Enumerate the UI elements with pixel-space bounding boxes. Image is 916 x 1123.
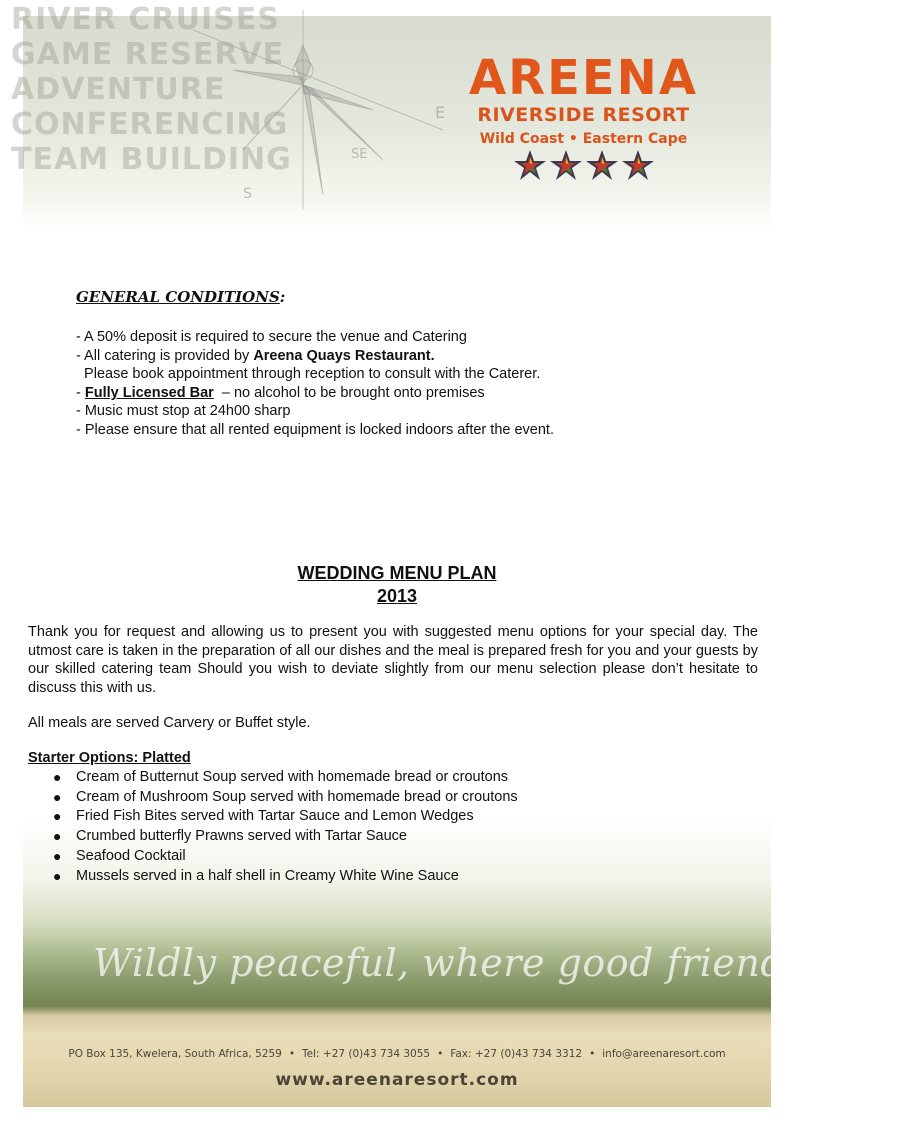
star-icon <box>621 149 655 181</box>
footer-tagline: Wildly peaceful, where good friends meet <box>93 941 916 985</box>
condition-item: - Please ensure that all rented equipment is locked indoors after the event. <box>76 421 554 438</box>
starter-list <box>28 768 758 886</box>
condition-item: Please book appointment through reception to consult with the Caterer. <box>76 366 541 383</box>
bullet-icon: ● <box>53 847 62 864</box>
general-conditions <box>76 288 756 440</box>
bullet-icon: ● <box>53 808 62 825</box>
star-icon <box>585 149 619 181</box>
footer-contact: PO Box 135, Kwelera, South Africa, 5259 • Tel: +27 (0)43 734 3055 • Fax: +27 (0)43 734 3312 • info@areenaresort.com <box>68 1048 726 1060</box>
svg-text:SE: SE <box>351 147 368 162</box>
starter-item: ● Cream of Mushroom Soup served with homemade bread or croutons <box>28 788 758 808</box>
star-icon <box>513 149 547 181</box>
phone-number: Tel: +27 (0)43 734 3055 <box>302 1048 431 1060</box>
watermark-line: GAME RESERVE <box>11 37 285 72</box>
star-icon <box>549 149 583 181</box>
svg-text:S: S <box>243 186 252 202</box>
email-link[interactable]: info@areenaresort.com <box>602 1048 726 1060</box>
condition-item: - A 50% deposit is required to secure the venue and Catering <box>76 329 467 345</box>
bullet-icon: ● <box>53 867 62 884</box>
menu-year: 2013 <box>376 586 418 606</box>
menu-intro: Thank you for request and allowing us to present you with suggested menu options for your special day. The utmost care is taken in the preparation of all our dishes and the meal is prepared fresh for you and your guests by our skilled catering team Should you wish to deviate slightly from our menu selection please don’t hesitate to discuss this with us. <box>28 624 758 696</box>
watermark-line: ADVENTURE <box>11 72 226 107</box>
svg-text:E: E <box>435 103 446 122</box>
logo-subtitle: RIVERSIDE RESORT <box>477 104 690 126</box>
bullet-icon: ● <box>53 769 62 785</box>
bullet-icon: ● <box>53 788 62 805</box>
starter-item: ● Fried Fish Bites served with Tartar Sauce and Lemon Wedges <box>28 807 758 827</box>
starter-heading: Starter Options: Platted <box>28 750 191 766</box>
starter-item: ● Crumbed butterfly Prawns served with Tartar Sauce <box>28 827 758 847</box>
starter-item: ● Seafood Cocktail <box>28 847 758 867</box>
document-page <box>11 2 916 1107</box>
condition-item: - Music must stop at 24h00 sharp <box>76 403 291 420</box>
star-rating <box>441 149 726 186</box>
serving-style: All meals are served Carvery or Buffet style. <box>28 715 311 731</box>
fax-number: Fax: +27 (0)43 734 3312 <box>450 1048 583 1060</box>
watermark-line: CONFERENCING <box>11 107 289 142</box>
logo-location: Wild Coast • Eastern Cape <box>479 131 688 147</box>
po-box: PO Box 135, Kwelera, South Africa, 5259 <box>68 1048 282 1060</box>
conditions-heading: GENERAL CONDITIONS: <box>76 288 286 306</box>
website-link[interactable]: www.areenaresort.com <box>275 1070 519 1090</box>
logo-title: AREENA <box>468 50 698 106</box>
wedding-menu <box>28 562 758 886</box>
resort-logo <box>441 52 726 186</box>
conditions-list <box>76 328 756 440</box>
watermark-line: RIVER CRUISES <box>11 2 280 37</box>
starter-item: ● Mussels served in a half shell in Creamy White Wine Sauce <box>28 867 758 887</box>
condition-item: - All catering is provided by Areena Quays Restaurant. <box>76 347 435 364</box>
compass-rose-icon <box>173 10 473 210</box>
menu-title: WEDDING MENU PLAN <box>297 563 497 583</box>
condition-item: - Fully Licensed Bar – no alcohol to be brought onto premises <box>76 384 485 401</box>
starter-item: ● Cream of Butternut Soup served with homemade bread or croutons <box>28 768 758 788</box>
watermark-line: TEAM BUILDING <box>11 142 292 177</box>
bullet-icon: ● <box>53 828 62 845</box>
